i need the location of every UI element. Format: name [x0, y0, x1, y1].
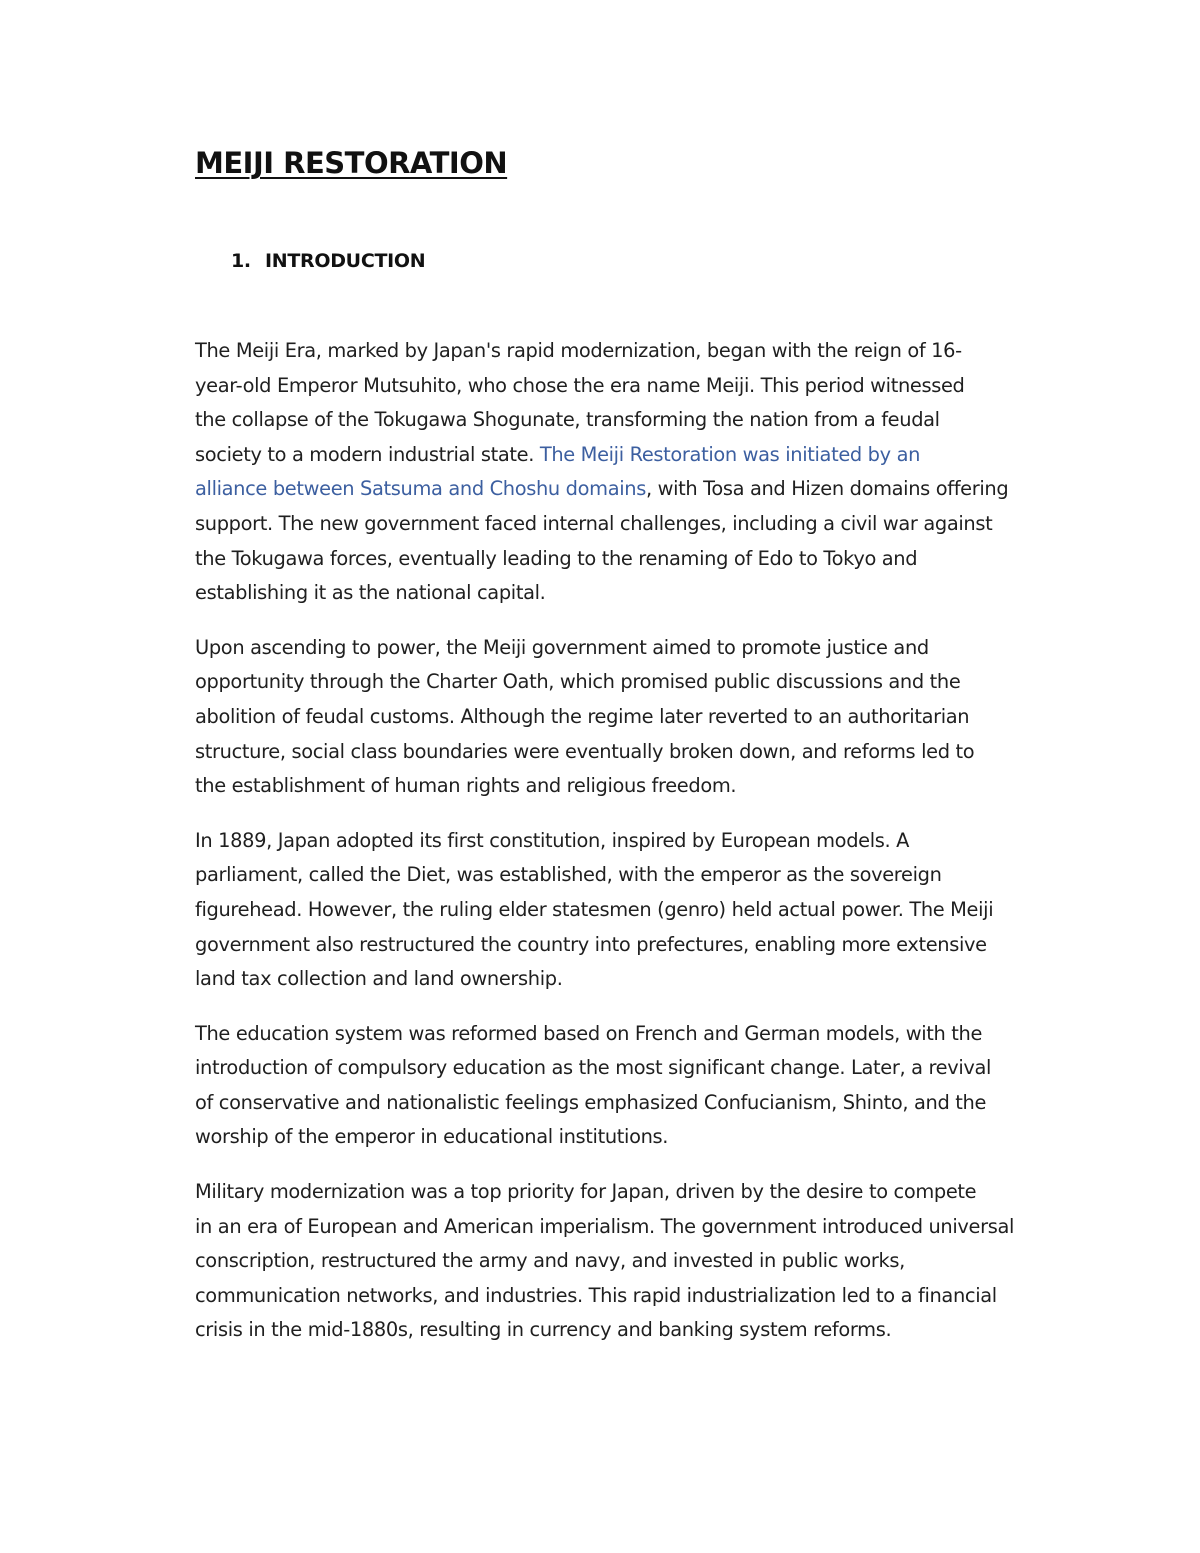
text-line: the Tokugawa forces, eventually leading to the renaming of Edo to Tokyo and: [195, 546, 918, 570]
text-line: worship of the emperor in educational institutions.: [195, 1125, 669, 1149]
text-line: introduction of compulsory education as the most significant change. Later, a revival: [195, 1056, 992, 1080]
text-line: opportunity through the Charter Oath, which promised public discussions and the: [195, 670, 961, 694]
text-line: Upon ascending to power, the Meiji government aimed to promote justice and: [195, 635, 929, 659]
text-segment: , with Tosa and Hizen domains offering: [645, 477, 1009, 501]
text-line: government also restructured the country into prefectures, enabling more extensive: [195, 932, 987, 956]
section-heading-text: INTRODUCTION: [265, 250, 426, 272]
section-heading: [231, 250, 425, 272]
highlighted-text: The Meiji Restoration was initiated by an: [539, 442, 921, 466]
text-line: [195, 472, 1065, 507]
text-line: year-old Emperor Mutsuhito, who chose the era name Meiji. This period witnessed: [195, 373, 965, 397]
section-number: 1.: [231, 250, 251, 272]
text-line: The education system was reformed based on French and German models, with the: [195, 1021, 983, 1045]
paragraph-introduction: [195, 334, 1065, 611]
text-line: abolition of feudal customs. Although the regime later reverted to an authoritarian: [195, 704, 970, 728]
text-line: The Meiji Era, marked by Japan's rapid modernization, began with the reign of 16-: [195, 339, 962, 362]
text-line: support. The new government faced internal challenges, including a civil war against: [195, 511, 993, 535]
text-line: figurehead. However, the ruling elder statesmen (genro) held actual power. The Meiji: [195, 897, 994, 921]
text-line: [195, 438, 1065, 473]
text-line: land tax collection and land ownership.: [195, 967, 563, 991]
text-line: the collapse of the Tokugawa Shogunate, transforming the nation from a feudal: [195, 408, 940, 432]
document-body: [195, 334, 1065, 1368]
document-title: MEIJI RESTORATION: [195, 146, 508, 180]
text-line: the establishment of human rights and religious freedom.: [195, 774, 737, 798]
paragraph-charter-oath: [195, 631, 1065, 804]
text-line: of conservative and nationalistic feelings emphasized Confucianism, Shinto, and the: [195, 1090, 987, 1114]
text-line: In 1889, Japan adopted its first constitution, inspired by European models. A: [195, 828, 910, 852]
paragraph-constitution: [195, 824, 1065, 997]
text-line: in an era of European and American imperialism. The government introduced universal: [195, 1214, 1015, 1238]
text-line: structure, social class boundaries were eventually broken down, and reforms led to: [195, 739, 975, 763]
text-line: establishing it as the national capital.: [195, 581, 546, 605]
paragraph-military: [195, 1175, 1065, 1348]
text-line: Military modernization was a top priority for Japan, driven by the desire to compete: [195, 1180, 977, 1204]
text-segment: society to a modern industrial state.: [195, 442, 540, 466]
text-line: crisis in the mid-1880s, resulting in currency and banking system reforms.: [195, 1318, 892, 1342]
text-line: parliament, called the Diet, was established, with the emperor as the sovereign: [195, 863, 942, 887]
highlighted-text: alliance between Satsuma and Choshu domains: [195, 477, 646, 501]
text-line: conscription, restructured the army and navy, and invested in public works,: [195, 1249, 905, 1273]
paragraph-education: [195, 1017, 1065, 1155]
text-line: communication networks, and industries. This rapid industrialization led to a financial: [195, 1283, 997, 1307]
